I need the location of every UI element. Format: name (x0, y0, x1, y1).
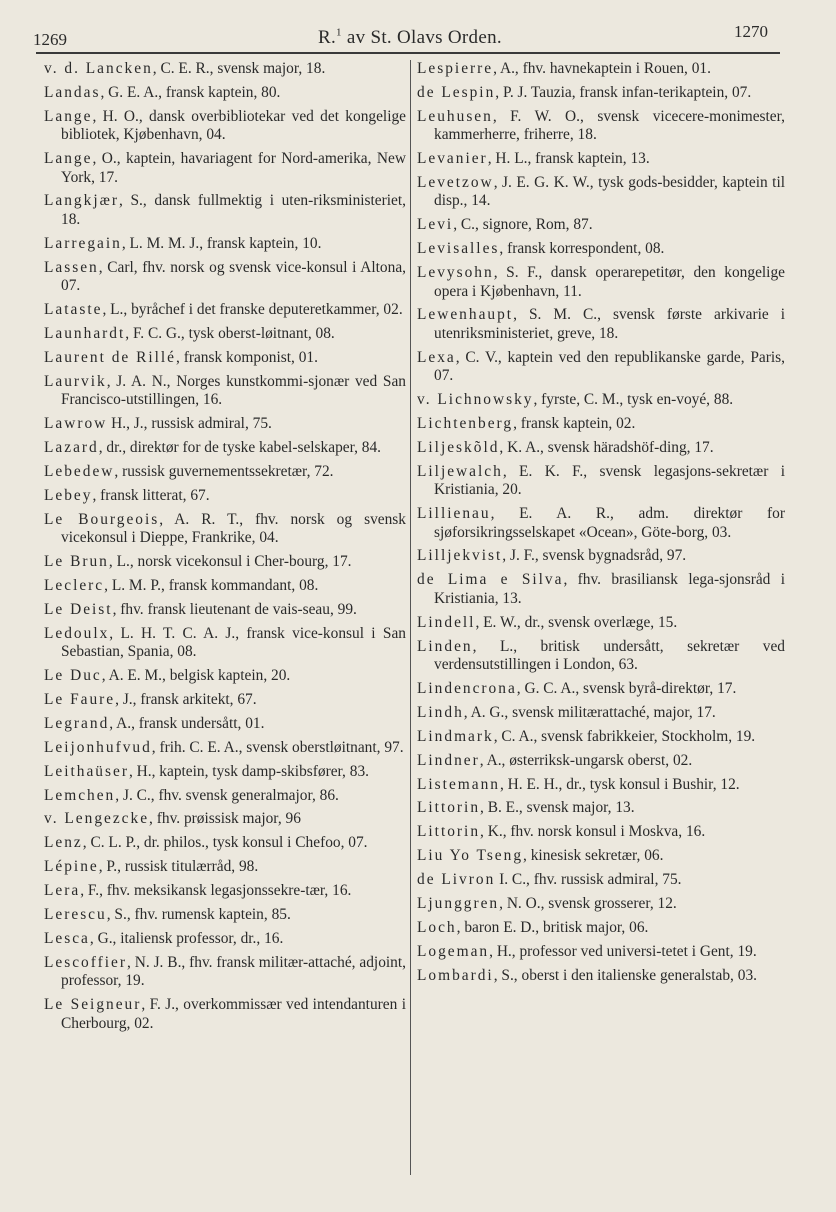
entry-details: , L., byråchef i det franske deputeretkammer, 02. (102, 300, 403, 318)
entry-name: Landas (44, 83, 101, 101)
entry-name: Lange (44, 150, 93, 168)
entry-details: , F. C. G., tysk oberst-løitnant, 08. (125, 324, 335, 342)
register-entry (417, 728, 785, 746)
entry-name: Le Faure (44, 690, 116, 708)
entry-name: Leclerc (44, 576, 105, 594)
register-entry (417, 943, 785, 961)
entry-details: , A. E. M., belgisk kaptein, 20. (101, 666, 291, 684)
register-entry (417, 680, 785, 698)
register-entry (44, 463, 406, 481)
entry-details: , G. C. A., svensk byrå-direktør, 17. (516, 679, 737, 697)
entry-name: Logeman (417, 942, 490, 960)
entry-name: Le Duc (44, 666, 102, 684)
entry-details: , O., kaptein, havariagent for Nord-amerika, New York, 17. (61, 150, 406, 186)
register-entry (44, 259, 406, 296)
register-entry (417, 895, 785, 913)
register-entry (417, 847, 785, 865)
entry-details: , L. M. P., fransk kommandant, 08. (104, 576, 319, 594)
entry-name: Le Brun (44, 552, 109, 570)
register-entry (417, 614, 785, 632)
entry-name: Lindell (417, 613, 476, 631)
entry-name: Lilljekvist (417, 547, 503, 565)
entry-details: , K. A., svensk häradshöf-ding, 17. (499, 438, 714, 456)
entry-name: Ljunggren (417, 895, 500, 913)
register-entry (44, 930, 406, 948)
entry-name: Lewenhaupt (417, 306, 514, 324)
entry-name: Lescoffier (44, 953, 127, 971)
entry-name: Lerescu (44, 906, 107, 924)
entry-name: Lange (44, 107, 93, 125)
entry-name: Loch (417, 918, 457, 936)
running-title-rest: av St. Olavs Orden. (341, 27, 502, 48)
register-entry (417, 919, 785, 937)
entry-details: , fransk kaptein, 02. (513, 415, 636, 432)
entry-name: Lebedew (44, 462, 115, 480)
entry-name: Laurent de Rillé (44, 348, 177, 366)
entry-name: Laurvik (44, 372, 107, 390)
entry-details: , A., fransk undersått, 01. (109, 714, 265, 732)
register-entry (417, 871, 785, 889)
register-entry (44, 577, 406, 595)
entry-details: , dr., direktør for de tyske kabel-selskaper, 84. (98, 438, 382, 456)
register-entry (44, 691, 406, 709)
entry-name: de Livron (417, 871, 496, 889)
register-entry (44, 739, 406, 757)
register-entry (417, 547, 785, 565)
entry-name: Le Bourgeois (44, 510, 160, 528)
entry-details: , A., østerriksk-ungarsk oberst, 02. (479, 751, 693, 769)
register-entry (417, 704, 785, 722)
register-entry (417, 306, 785, 343)
entry-details: , C. A., svensk fabrikkeier, Stockholm, 19. (493, 727, 756, 745)
entry-name: Le Deist (44, 600, 113, 618)
register-entry (44, 60, 406, 78)
register-entry (44, 439, 406, 457)
entry-details: , fransk komponist, 01. (176, 348, 318, 366)
entry-details: , K., fhv. norsk konsul i Moskva, 16. (480, 823, 706, 841)
entry-name: Linden (417, 637, 473, 655)
entry-details: , A., fhv. havnekaptein i Rouen, 01. (493, 60, 711, 77)
entry-details: , N. O., svensk grosserer, 12. (499, 895, 677, 913)
entry-details: , F. J., overkommissær ved intendanturen i Cherbourg, 02. (61, 996, 406, 1032)
register-entry (44, 84, 406, 102)
entry-details: , H., professor ved universi-tetet i Gent, 19. (489, 942, 757, 960)
entry-name: v. Lengezcke (44, 810, 150, 828)
entry-name: Listemann (417, 775, 500, 793)
entry-name: Le Seigneur (44, 996, 142, 1014)
register-entry (417, 571, 785, 608)
entry-details: , fhv. fransk lieutenant de vais-seau, 99. (112, 600, 357, 618)
register-entry (44, 787, 406, 805)
entry-details: , E. K. F., svensk legasjons-sekretær i Kristiania, 20. (434, 462, 785, 499)
running-title-superscript: 1 (336, 26, 342, 39)
entry-details: , C. E. R., svensk major, 18. (152, 60, 326, 77)
entry-details: , F. W. O., svensk vicecere-monimester, kammerherre, friherre, 18. (434, 107, 785, 144)
register-entry (417, 108, 785, 145)
entry-details: , fransk litterat, 67. (92, 486, 210, 504)
entry-name: Levanier (417, 150, 488, 168)
entry-details: , F., fhv. meksikansk legasjonssekre-tær, 16. (80, 882, 352, 900)
entry-name: Lemchen (44, 786, 116, 804)
entry-details: , H. L., fransk kaptein, 13. (487, 150, 650, 168)
entry-name: Littorin (417, 799, 481, 817)
entry-details: , kinesisk sekretær, 06. (523, 847, 664, 865)
entry-name: Lesca (44, 929, 90, 947)
entry-name: Levisalles (417, 240, 500, 258)
entry-details: , N. J. B., fhv. fransk militær-attaché, adjoint, professor, 19. (61, 953, 406, 990)
entry-details: , Carl, fhv. norsk og svensk vice-konsul i Altona, 07. (61, 258, 406, 295)
entry-name: Lépine (44, 858, 99, 876)
entry-details: , E. W., dr., svensk overlæge, 15. (475, 613, 678, 631)
entry-details: , J. A. N., Norges kunstkommi-sjonær ved San Francisco-utstillingen, 16. (61, 372, 406, 409)
register-entry (44, 325, 406, 343)
entry-name: v. Lichnowsky (417, 391, 534, 409)
entry-details: , fransk korrespondent, 08. (499, 240, 665, 258)
register-entry (417, 60, 785, 78)
register-entry (44, 810, 406, 828)
register-entry (417, 150, 785, 168)
entry-details: , P. J. Tauzia, fransk infan-terikaptein, 07. (495, 83, 752, 101)
entry-details: H., J., russisk admiral, 75. (107, 415, 272, 432)
entry-details: , J. C., fhv. svensk generalmajor, 86. (115, 786, 339, 804)
entry-name: Liljewalch (417, 462, 503, 480)
column-divider (410, 60, 411, 1175)
entry-name: Lindh (417, 703, 464, 721)
running-title-prefix: R. (318, 27, 337, 48)
register-entry (44, 763, 406, 781)
register-entry (417, 391, 785, 409)
register-entry (417, 967, 785, 985)
entry-details: , C. L. P., dr. philos., tysk konsul i Chefoo, 07. (82, 834, 368, 852)
entry-details: , frih. C. E. A., svensk oberstløitnant, 97. (151, 738, 404, 756)
entry-name: Liljeskõld (417, 438, 500, 456)
page-header (0, 22, 836, 52)
entry-name: Leuhusen (417, 107, 493, 125)
entry-name: Lataste (44, 300, 103, 318)
page-number-left: 1269 (33, 30, 67, 49)
register-entry (44, 235, 406, 253)
register-entry (417, 776, 785, 794)
register-entry (417, 240, 785, 258)
entry-details: , C., signore, Rom, 87. (453, 216, 593, 234)
entry-name: Langkjær (44, 192, 119, 210)
entry-details: , G., italiensk professor, dr., 16. (89, 929, 284, 947)
entry-name: Lenz (44, 834, 83, 852)
entry-details: , L. M. M. J., fransk kaptein, 10. (121, 234, 322, 252)
header-rule (36, 52, 780, 54)
entry-name: Levysohn (417, 264, 494, 282)
register-entry (417, 84, 785, 102)
register-entry (417, 264, 785, 301)
entry-details: , L., norsk vicekonsul i Cher-bourg, 17. (108, 552, 352, 570)
page-number-right: 1270 (734, 22, 768, 41)
entry-name: Larregain (44, 234, 122, 252)
entry-details: , J. F., svensk bygnadsråd, 97. (502, 547, 687, 565)
entry-name: Levetzow (417, 174, 494, 192)
entry-name: Levi (417, 216, 454, 234)
entry-details: , P., russisk titulærråd, 98. (98, 858, 259, 876)
entry-details: , J., fransk arkitekt, 67. (115, 690, 257, 708)
register-entry (44, 625, 406, 662)
register-entry (44, 553, 406, 571)
entry-name: de Lima e Silva (417, 571, 564, 589)
register-entry (44, 882, 406, 900)
register-entry (44, 996, 406, 1033)
register-entry (44, 667, 406, 685)
entry-name: Lindencrona (417, 679, 517, 697)
register-entry (44, 906, 406, 924)
entry-name: Lillienau (417, 505, 491, 523)
entry-name: Leithaüser (44, 762, 129, 780)
register-entry (417, 463, 785, 500)
entry-details: , S., oberst i den italienske generalstab, 03. (493, 966, 757, 984)
left-column (44, 60, 406, 1038)
register-entry (417, 216, 785, 234)
register-entry (44, 834, 406, 852)
entry-name: Lazard (44, 438, 99, 456)
entry-details: , B. E., svensk major, 13. (480, 799, 635, 817)
register-entry (417, 752, 785, 770)
entry-name: de Lespin (417, 83, 496, 101)
register-entry (44, 954, 406, 991)
entry-details: , russisk guvernementssekretær, 72. (114, 462, 334, 480)
entry-details: , fhv. brasiliansk lega-sjonsråd i Kristiania, 13. (434, 571, 785, 607)
entry-details: , S. F., dansk operarepetitør, den kongelige opera i Kjøbenhavn, 11. (434, 264, 785, 300)
register-entry (44, 511, 406, 548)
register-entry (417, 799, 785, 817)
entry-details: , fyrste, C. M., tysk en-voyé, 88. (533, 391, 734, 409)
entry-name: Liu Yo Tseng (417, 847, 524, 865)
entry-name: Leijonhufvud (44, 738, 152, 756)
register-entry (44, 108, 406, 145)
entry-name: Lombardi (417, 966, 494, 984)
entry-name: Lebey (44, 486, 93, 504)
register-entry (44, 192, 406, 229)
entry-name: Ledoulx (44, 624, 110, 642)
entry-details: , H. O., dansk overbibliotekar ved det kongelige bibliotek, Kjøbenhavn, 04. (61, 107, 406, 144)
register-entry (44, 487, 406, 505)
entry-name: Lindmark (417, 727, 494, 745)
entry-details: , J. E. G. K. W., tysk gods-besidder, kaptein til disp., 14. (434, 174, 785, 210)
register-entry (44, 601, 406, 619)
entry-name: Launhardt (44, 324, 126, 342)
entry-name: Lexa (417, 348, 456, 366)
register-entry (417, 349, 785, 386)
entry-details: , H. E. H., dr., tysk konsul i Bushir, 12. (499, 775, 740, 793)
register-entry (44, 301, 406, 319)
entry-details: , S., dansk fullmektig i uten-riksministeriet, 18. (61, 192, 406, 228)
right-column (417, 60, 785, 991)
entry-name: Littorin (417, 823, 481, 841)
entry-name: Lespierre (417, 60, 494, 77)
running-title (318, 27, 502, 49)
entry-details: , C. V., kaptein ved den republikanske garde, Paris, 07. (434, 348, 785, 385)
entry-details: , G. E. A., fransk kaptein, 80. (100, 83, 281, 101)
entry-details: , S., fhv. rumensk kaptein, 85. (106, 906, 291, 924)
register-entry (417, 174, 785, 211)
entry-name: Lassen (44, 258, 99, 276)
register-entry (44, 150, 406, 187)
entry-details: , fhv. prøissisk major, 96 (149, 810, 301, 828)
entry-details: , baron E. D., britisk major, 06. (456, 918, 649, 936)
entry-name: Lawrow (44, 415, 108, 432)
entry-name: Lera (44, 882, 81, 900)
register-entry (417, 439, 785, 457)
entry-name: Legrand (44, 714, 110, 732)
entry-name: Lichtenberg (417, 415, 514, 432)
entry-name: Lindner (417, 751, 480, 769)
entry-details: , A. R. T., fhv. norsk og svensk vicekonsul i Dieppe, Frankrike, 04. (61, 510, 406, 547)
register-entry (44, 715, 406, 733)
register-entry (44, 858, 406, 876)
register-entry (44, 415, 406, 433)
register-entry (417, 505, 785, 542)
entry-details: , S. M. C., svensk første arkivarie i utenriksministeriet, greve, 18. (434, 306, 785, 342)
register-entry (44, 373, 406, 410)
entry-name: v. d. Lancken (44, 60, 153, 77)
register-entry (417, 638, 785, 675)
entry-details: , E. A. R., adm. direktør for sjøforsikringsselskapet «Ocean», Göte-borg, 03. (434, 505, 785, 541)
entry-details: I. C., fhv. russisk admiral, 75. (495, 871, 682, 889)
entry-details: , A. G., svensk militærattaché, major, 17. (463, 703, 716, 721)
register-entry (417, 823, 785, 841)
register-entry (417, 415, 785, 433)
register-entry (44, 349, 406, 367)
entry-details: , H., kaptein, tysk damp-skibsfører, 83. (128, 762, 369, 780)
entry-details: , L. H. T. C. A. J., fransk vice-konsul i San Sebastian, Spania, 08. (61, 624, 406, 661)
entry-details: , L., britisk undersått, sekretær ved verdensutstillingen i London, 63. (434, 637, 785, 673)
